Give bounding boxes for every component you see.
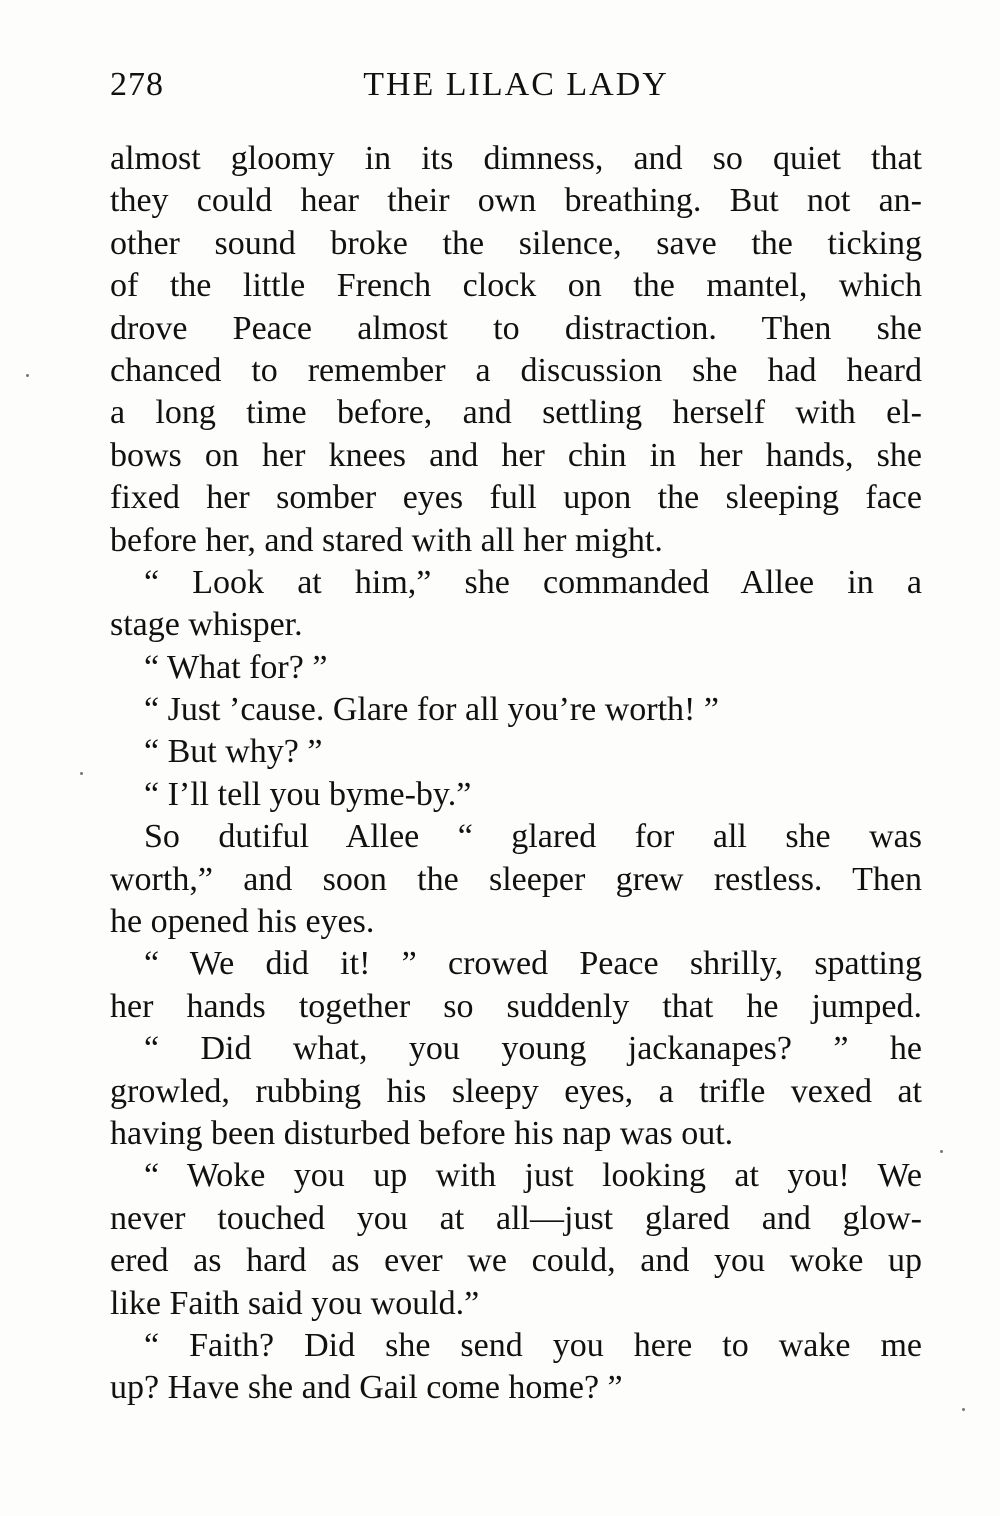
text-line: he opened his eyes.	[110, 903, 375, 941]
text-line: worth,” and soon the sleeper grew restless. Then	[110, 860, 922, 898]
page-header	[110, 66, 922, 114]
text-line: “ I’ll tell you byme-by.”	[144, 775, 472, 813]
text-line: ered as hard as ever we could, and you woke up	[110, 1242, 922, 1280]
text-line: before her, and stared with all her might.	[110, 521, 663, 559]
text-line: of the little French clock on the mantel, which	[110, 267, 922, 305]
text-line: “ Look at him,” she commanded Allee in a	[144, 563, 922, 601]
text-line: almost gloomy in its dimness, and so quiet that	[110, 140, 922, 177]
text-line: “ Just ’cause. Glare for all you’re worth! ”	[144, 691, 719, 729]
text-line: stage whisper.	[110, 606, 303, 644]
text-line: other sound broke the silence, save the ticking	[110, 224, 922, 262]
paper-speck	[80, 772, 83, 775]
text-line: growled, rubbing his sleepy eyes, a trifle vexed at	[110, 1072, 922, 1110]
body-text	[110, 138, 922, 1410]
text-line: “ What for? ”	[144, 648, 328, 686]
paper-speck	[940, 1150, 943, 1153]
text-line: “ But why? ”	[144, 733, 323, 771]
text-line: never touched you at all—just glared and glow-	[110, 1199, 922, 1237]
text-line: her hands together so suddenly that he jumped.	[110, 987, 922, 1025]
text-line: up? Have she and Gail come home? ”	[110, 1369, 623, 1407]
text-line: “ Faith? Did she send you here to wake me	[144, 1326, 922, 1364]
paper-speck	[26, 374, 29, 377]
text-line: So dutiful Allee “ glared for all she was	[144, 818, 922, 856]
paper-speck	[962, 1408, 965, 1411]
text-line: fixed her somber eyes full upon the sleeping face	[110, 479, 922, 517]
text-line: bows on her knees and her chin in her hands, she	[110, 436, 922, 474]
running-title: THE LILAC LADY	[363, 66, 669, 103]
text-line: “ Did what, you young jackanapes? ” he	[144, 1030, 922, 1068]
text-line: having been disturbed before his nap was out.	[110, 1114, 734, 1152]
text-line: chanced to remember a discussion she had heard	[110, 351, 922, 389]
text-line: like Faith said you would.”	[110, 1284, 480, 1322]
text-line: “ We did it! ” crowed Peace shrilly, spatting	[144, 945, 922, 983]
text-line: drove Peace almost to distraction. Then she	[110, 309, 922, 347]
page-number: 278	[110, 66, 164, 103]
text-line: they could hear their own breathing. But not an-	[110, 182, 922, 220]
text-line: “ Woke you up with just looking at you! We	[144, 1157, 922, 1195]
text-line: a long time before, and settling herself with el-	[110, 394, 922, 432]
